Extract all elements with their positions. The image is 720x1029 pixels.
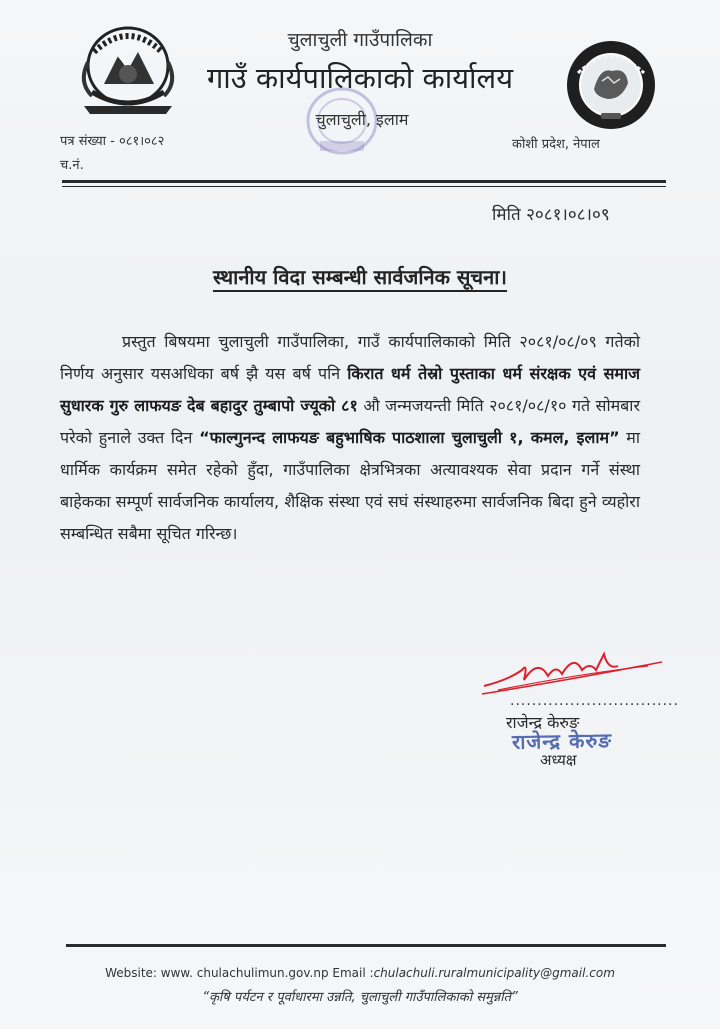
footer-contact (0, 966, 720, 980)
notice-body (60, 326, 640, 550)
body-part-3: मा धार्मिक कार्यक्रम समेत रहेको हुँदा, गाउँपालिका क्षेत्रभित्रका अत्यावश्यक सेवा प्रदान गर्ने संस्था बाहेकका सम्पूर्ण सार्वजनिक कार्यालय, शैक्षिक संस्था एवं सघं संस्थाहरुमा सार्वजनिक बिदा हुने व्यहोरा सम्बन्धित सबैमा सूचित गरिन्छ। (60, 428, 640, 543)
office-location: चुलाचुली, इलाम (315, 110, 409, 129)
letter-number: पत्र संख्या - ०८१।०८२ (60, 134, 165, 149)
notice-paragraph (60, 326, 640, 550)
header-divider (62, 180, 666, 183)
body-part-1: प्रस्तुत बिषयमा चुलाचुली गाउँपालिका, गाउँ कार्यपालिकाको मिति २०८१/०८/०९ गतेको निर्णय अनुसार यसअधिका बर्ष झै यस बर्ष पनि (60, 332, 640, 383)
letter-meta (60, 130, 164, 178)
footer-motto: “कृषि पर्यटन र पूर्वाधारमा उन्नति, चुलाचुली गाउँपालिकाको समुन्नति” (202, 990, 518, 1005)
footer-website: Website: www. chulachulimun.gov.np Email : (105, 966, 374, 980)
notice-subject (0, 263, 720, 290)
body-bold-2: “फाल्गुनन्द लाफयङ बहुभाषिक पाठशाला चुलाचुली १, कमल, इलाम” (199, 428, 620, 447)
signatory-title: अध्यक्ष (540, 751, 577, 769)
dispatch-number: च.नं. (60, 158, 84, 173)
office-name: गाउँ कार्यपालिकाको कार्यालय (206, 61, 514, 95)
body-bold-1: किरात धर्म तेस्रो पुस्ताका धर्म संरक्षक एवं समाज सुधारक गुरु लाफयङ देब बहादुर तुम्बापो ज्यूको ८१ (60, 364, 640, 415)
signatory-name: राजेन्द्र केरुङ (506, 713, 580, 732)
notice-subject-text: स्थानीय विदा सम्बन्धी सार्वजनिक सूचना। (212, 265, 507, 289)
header-divider-thin (62, 186, 666, 187)
footer-divider (66, 944, 666, 947)
body-part-2: औ जन्मजयन्ती मिति २०८१/०८/१० गते सोमबार परेको हुनाले उक्त दिन (60, 396, 640, 447)
municipality-name: चुलाचुली गाउँपालिका (287, 29, 433, 51)
province-label: कोशी प्रदेश, नेपाल (512, 137, 600, 152)
signature-line: ............................... (510, 693, 679, 709)
footer-email: chulachuli.ruralmunicipality@gmail.com (373, 966, 615, 980)
signatory-name-stamp: राजेन्द्र केरुङ (511, 728, 613, 754)
letter-date: मिति २०८१।०८।०९ (492, 205, 610, 225)
